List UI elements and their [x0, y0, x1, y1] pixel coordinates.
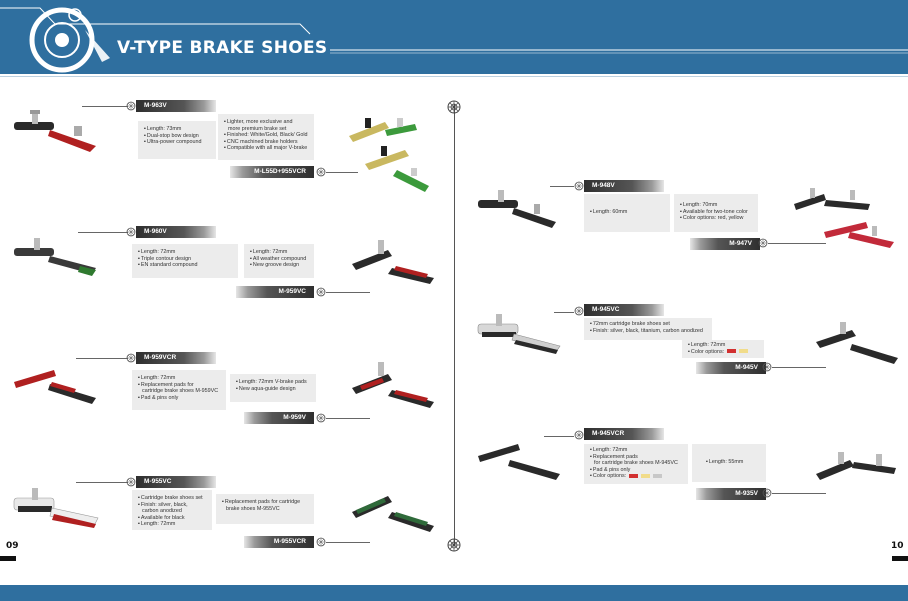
spec-line: ▪ 72mm cartridge brake shoes set: [590, 321, 706, 328]
spec-line: ▪ Finish: silver, black,: [138, 502, 206, 509]
web-icon: [758, 238, 768, 248]
spec-line: ▪ EN standard compound: [138, 262, 232, 269]
page-title: V-TYPE BRAKE SHOES: [117, 38, 328, 58]
brake-shoe-image: [345, 114, 435, 196]
spec-line: ▪ Length: 55mm: [706, 459, 760, 466]
spec-line: ▪ Cartridge brake shoes set: [138, 495, 206, 502]
spec-line: ▪ Length: 72mm V-brake pads: [236, 379, 310, 386]
spec-line: ▪ Finish: silver, black, titanium, carbon anodized: [590, 328, 706, 335]
leader-line: [82, 106, 128, 107]
color-options-label: Color options:: [592, 473, 627, 480]
brake-shoe-image: [790, 186, 900, 256]
spec-box: [244, 244, 314, 278]
product-code: M-945VC: [584, 304, 664, 316]
spec-line: more premium brake set: [228, 125, 287, 132]
spec-line: ▪ Triple contour design: [138, 256, 232, 263]
web-icon: [126, 227, 136, 237]
brake-shoe-image: [348, 484, 438, 536]
spec-line: ▪ Ultra-power compound: [144, 139, 210, 146]
spec-line: ▪ Length: 70mm: [680, 202, 752, 209]
spec-line: cartridge brake shoes M-959VC: [142, 388, 219, 395]
brake-shoe-image: [474, 436, 564, 484]
brake-shoe-image: [10, 108, 100, 156]
product-code: M-959V: [244, 412, 314, 424]
center-spine: [454, 104, 455, 546]
product-code: M-945VCR: [584, 428, 664, 440]
spec-line: for cartridge brake shoes M-945VC: [594, 460, 678, 467]
web-icon: [447, 538, 461, 552]
spec-line: ▪ Compatible with all major V-brake: [224, 145, 308, 152]
product-code: M-947V: [690, 238, 760, 250]
leader-line: [326, 542, 370, 543]
spec-line: ▪ Length: 73mm: [144, 126, 210, 133]
product-code: M-L55D+955VCR: [230, 166, 314, 178]
product-code: M-955VC: [136, 476, 216, 488]
brake-shoe-image: [10, 362, 100, 410]
spec-line: ▪ Replacement pads for: [138, 382, 220, 389]
product-code: M-960V: [136, 226, 216, 238]
spec-line: ▪ Length: 72mm: [138, 521, 206, 528]
color-swatch-grey: [653, 474, 662, 478]
color-swatch-red: [629, 474, 638, 478]
spec-line: ▪ Color options: red, yellow: [680, 215, 752, 222]
spec-box: [230, 374, 316, 402]
color-swatch-yellow: [739, 349, 748, 353]
spec-line: ▪ Available for two-tone color: [680, 209, 752, 216]
web-icon: [126, 101, 136, 111]
product-code: M-945V: [696, 362, 766, 374]
spec-line: ▪ New aqua-guide design: [236, 386, 310, 393]
web-icon: [316, 167, 326, 177]
web-icon: [126, 477, 136, 487]
brake-shoe-image: [812, 448, 902, 498]
spec-box: [584, 194, 670, 232]
spec-box: [132, 244, 238, 278]
leader-line: [76, 482, 128, 483]
web-icon: [574, 430, 584, 440]
page-marker: [0, 556, 16, 561]
spec-line: carbon anodized: [142, 508, 182, 515]
page-number: 10: [891, 541, 904, 551]
color-swatch-red: [727, 349, 736, 353]
spec-line: ▪ Length: 72mm: [138, 249, 232, 256]
page-number: 09: [6, 541, 19, 551]
brake-shoe-image: [474, 310, 564, 358]
spec-line: ▪ Replacement pads: [590, 454, 682, 461]
leader-line: [78, 232, 128, 233]
brake-shoe-image: [348, 360, 438, 412]
web-icon: [574, 306, 584, 316]
spec-line: [688, 349, 758, 356]
spec-line: ▪ Lighter, more exclusive and: [224, 119, 308, 126]
spec-box: [682, 340, 764, 358]
spec-box: [132, 490, 212, 530]
spec-line: ▪ Available for black: [138, 515, 206, 522]
spec-box: [132, 370, 226, 410]
brake-shoe-image: [348, 238, 438, 290]
web-icon: [574, 181, 584, 191]
leader-line: [76, 358, 128, 359]
spec-line: ▪ CNC machined brake holders: [224, 139, 308, 146]
spec-line: ▪ New groove design: [250, 262, 308, 269]
leader-line: [544, 436, 574, 437]
spec-line: ▪ All weather compound: [250, 256, 308, 263]
spec-line: ▪ Length: 72mm: [138, 375, 220, 382]
spec-line: ▪ Length: 72mm: [250, 249, 308, 256]
product-code: M-963V: [136, 100, 216, 112]
spec-box: [584, 444, 688, 484]
spec-box: [692, 444, 766, 482]
brake-shoe-image: [10, 232, 100, 280]
footer-band: [0, 585, 908, 601]
spec-box: [216, 494, 314, 524]
web-icon: [447, 100, 461, 114]
spec-line: [590, 473, 682, 480]
spec-box: [218, 114, 314, 160]
spec-line: ▪ Length: 60mm: [590, 209, 664, 216]
spec-box: [138, 121, 216, 159]
leader-line: [554, 312, 574, 313]
brake-shoe-image: [812, 320, 902, 370]
web-icon: [316, 413, 326, 423]
web-icon: [762, 362, 772, 372]
spec-line: ▪ Length: 72mm: [688, 342, 758, 349]
product-code: M-959VCR: [136, 352, 216, 364]
brake-shoe-image: [10, 484, 102, 532]
page-marker: [892, 556, 908, 561]
web-icon: [762, 488, 772, 498]
spec-box: [674, 194, 758, 232]
brake-shoe-image: [474, 186, 560, 234]
leader-line: [326, 418, 370, 419]
color-options-label: Color options:: [690, 348, 725, 355]
color-swatch-yellow: [641, 474, 650, 478]
header-divider: [0, 76, 908, 77]
leader-line: [326, 292, 370, 293]
web-icon: [316, 287, 326, 297]
product-code: M-935V: [696, 488, 766, 500]
spec-line: ▪ Length: 72mm: [590, 447, 682, 454]
spec-line: ▪ Pad & pins only: [138, 395, 220, 402]
product-code: M-948V: [584, 180, 664, 192]
spec-line: ▪ Finished: White/Gold, Black/ Gold: [224, 132, 308, 139]
spec-line: ▪ Dual-stop bow design: [144, 133, 210, 140]
web-icon: [316, 537, 326, 547]
product-code: M-959VC: [236, 286, 314, 298]
leader-line: [550, 186, 574, 187]
spec-line: brake shoes M-955VC: [226, 505, 280, 512]
spec-line: ▪ Pad & pins only: [590, 467, 682, 474]
spec-box: [584, 318, 712, 340]
product-code: M-955VCR: [244, 536, 314, 548]
spec-line: ▪ Replacement pads for cartridge: [222, 499, 308, 506]
web-icon: [126, 353, 136, 363]
